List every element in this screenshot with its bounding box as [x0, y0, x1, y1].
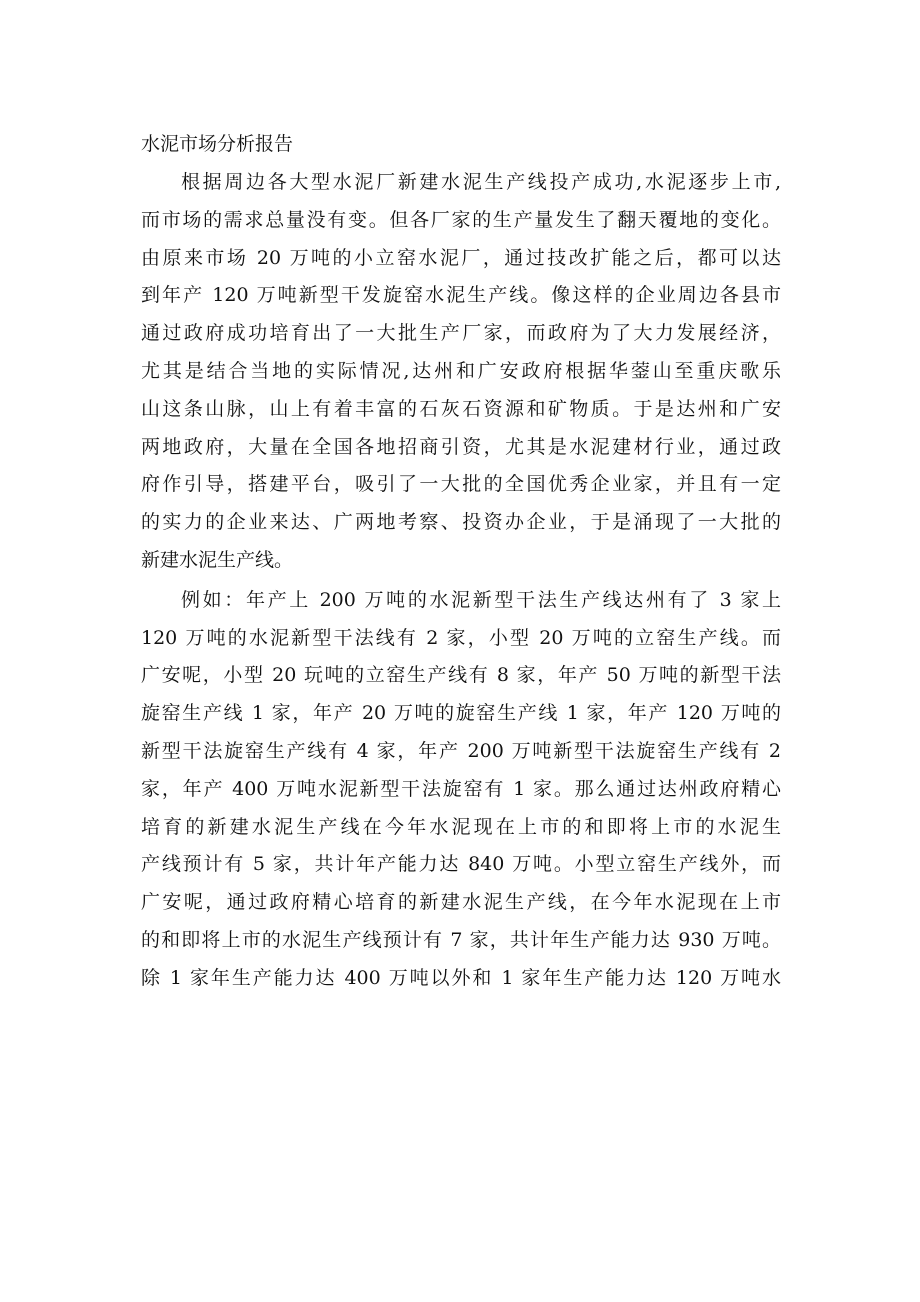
document-body [141, 126, 781, 998]
text-line: 而市场的需求总量没有变。但各厂家的生产量发生了翻天覆地的变化。 [141, 208, 781, 231]
text-line: 两地政府，大量在全国各地招商引资，尤其是水泥建材行业，通过政 [141, 435, 781, 458]
text-line: 山这条山脉，山上有着丰富的石灰石资源和矿物质。于是达州和广安 [141, 397, 781, 420]
text-line: 培育的新建水泥生产线在今年水泥现在上市的和即将上市的水泥生 [141, 815, 781, 838]
text-line: 府作引导，搭建平台，吸引了一大批的全国优秀企业家，并且有一定 [141, 473, 781, 496]
text-line: 新型干法旋窑生产线有 4 家，年产 200 万吨新型干法旋窑生产线有 2 [141, 739, 781, 762]
text-line: 120 万吨的水泥新型干法线有 2 家，小型 20 万吨的立窑生产线。而 [141, 626, 781, 649]
text-line: 除 1 家年生产能力达 400 万吨以外和 1 家年生产能力达 120 万吨水 [141, 966, 781, 989]
text-line: 广安呢，通过政府精心培育的新建水泥生产线，在今年水泥现在上市 [141, 891, 781, 914]
paragraph-2 [141, 580, 781, 998]
text-line: 广安呢，小型 20 玩吨的立窑生产线有 8 家，年产 50 万吨的新型干法 [141, 664, 781, 687]
text-line: 产线预计有 5 家，共计年产能力达 840 万吨。小型立窑生产线外，而 [141, 853, 781, 876]
text-line: 通过政府成功培育出了一大批生产厂家，而政府为了大力发展经济， [141, 322, 781, 345]
text-line: 新建水泥生产线。 [141, 548, 294, 571]
text-line: 的实力的企业来达、广两地考察、投资办企业，于是涌现了一大批的 [141, 511, 781, 534]
text-line: 根据周边各大型水泥厂新建水泥生产线投产成功,水泥逐步上市, [181, 171, 781, 193]
text-line: 家，年产 400 万吨水泥新型干法旋窑有 1 家。那么通过达州政府精心 [141, 777, 781, 800]
document-title: 水泥市场分析报告 [141, 133, 294, 155]
text-line: 的和即将上市的水泥生产线预计有 7 家，共计年生产能力达 930 万吨。 [141, 928, 781, 951]
text-line: 到年产 120 万吨新型干发旋窑水泥生产线。像这样的企业周边各县市 [141, 284, 781, 307]
text-line: 旋窑生产线 1 家，年产 20 万吨的旋窑生产线 1 家，年产 120 万吨的 [141, 702, 781, 725]
text-line: 尤其是结合当地的实际情况,达州和广安政府根据华蓥山至重庆歌乐 [141, 359, 781, 382]
text-line: 由原来市场 20 万吨的小立窑水泥厂，通过技改扩能之后，都可以达 [141, 246, 781, 269]
paragraph-1 [141, 162, 781, 580]
text-line: 例如：年产上 200 万吨的水泥新型干法生产线达州有了 3 家上 [181, 588, 781, 611]
